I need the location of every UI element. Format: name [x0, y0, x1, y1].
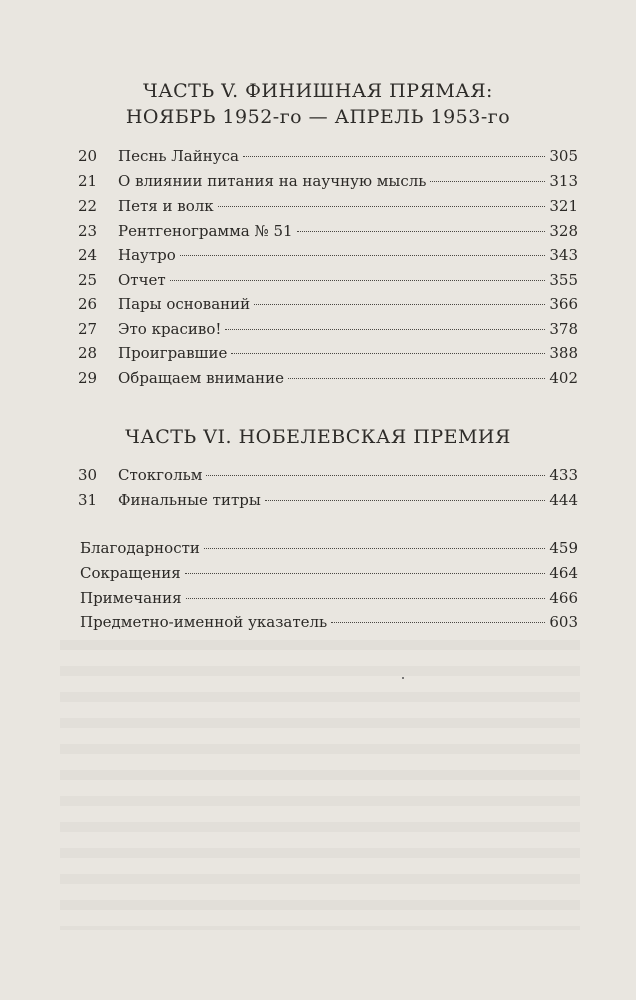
chapter-number: 25 — [78, 271, 98, 289]
chapter-number: 23 — [78, 222, 98, 240]
chapter-title: Отчет — [118, 271, 166, 289]
page-number: 328 — [549, 222, 578, 240]
chapter-title: Наутро — [118, 246, 176, 264]
toc-entry[interactable] — [78, 466, 578, 490]
page-number: 459 — [549, 539, 578, 557]
page-number: 313 — [549, 172, 578, 190]
part-5-title-line-1: ЧАСТЬ V. ФИНИШНАЯ ПРЯМАЯ: — [143, 80, 493, 102]
page-number: 378 — [549, 320, 578, 338]
toc-entry[interactable] — [78, 613, 578, 637]
chapter-title: Пары оснований — [118, 295, 251, 313]
page-number: 366 — [549, 295, 578, 313]
chapter-number: 26 — [78, 295, 98, 313]
page-number: 355 — [549, 271, 578, 289]
toc-entry[interactable] — [78, 147, 578, 171]
chapter-number: 22 — [78, 197, 98, 215]
toc-entry[interactable] — [78, 172, 578, 196]
chapter-number: 24 — [78, 246, 98, 264]
dot-leader — [225, 329, 545, 330]
back-matter-title: Сокращения — [80, 564, 181, 582]
dot-leader — [186, 598, 546, 599]
chapter-number: 31 — [78, 491, 98, 509]
chapter-number: 29 — [78, 369, 98, 387]
dot-leader — [180, 255, 546, 256]
page-number: 464 — [549, 564, 578, 582]
toc-entry[interactable] — [78, 369, 578, 393]
chapter-number: 27 — [78, 320, 98, 338]
page-number: 603 — [549, 613, 578, 631]
chapter-title: О влиянии питания на научную мысль — [118, 172, 427, 190]
dot-leader — [297, 231, 546, 232]
toc-entry[interactable] — [78, 491, 578, 515]
chapter-title: Стокгольм — [118, 466, 203, 484]
chapter-title: Петя и волк — [118, 197, 214, 215]
back-matter-title: Благодарности — [80, 539, 200, 557]
page-number: 388 — [549, 344, 578, 362]
ink-speck — [402, 677, 404, 679]
chapter-number: 21 — [78, 172, 98, 190]
page-number: 433 — [549, 466, 578, 484]
dot-leader — [254, 304, 545, 305]
toc-entry[interactable] — [78, 222, 578, 246]
chapter-title: Финальные титры — [118, 491, 261, 509]
toc-entry[interactable] — [78, 295, 578, 319]
page-number: 343 — [549, 246, 578, 264]
chapter-title: Это красиво! — [118, 320, 222, 338]
dot-leader — [231, 353, 545, 354]
dot-leader — [430, 181, 545, 182]
back-matter-title: Примечания — [80, 589, 182, 607]
dot-leader — [243, 156, 545, 157]
part-6-title: ЧАСТЬ VI. НОБЕЛЕВСКАЯ ПРЕМИЯ — [125, 426, 511, 448]
toc-entry[interactable] — [78, 271, 578, 295]
dot-leader — [185, 573, 546, 574]
chapter-title: Обращаем внимание — [118, 369, 284, 387]
page-number: 321 — [549, 197, 578, 215]
toc-entry[interactable] — [78, 539, 578, 563]
page-number: 305 — [549, 147, 578, 165]
toc-entry[interactable] — [78, 589, 578, 613]
chapter-title: Рентгенограмма № 51 — [118, 222, 293, 240]
toc-entry[interactable] — [78, 197, 578, 221]
page-number: 444 — [549, 491, 578, 509]
dot-leader — [218, 206, 546, 207]
dot-leader — [204, 548, 545, 549]
chapter-title: Песнь Лайнуса — [118, 147, 239, 165]
chapter-number: 20 — [78, 147, 98, 165]
dot-leader — [170, 280, 546, 281]
page-number: 466 — [549, 589, 578, 607]
chapter-number: 30 — [78, 466, 98, 484]
dot-leader — [206, 475, 545, 476]
chapter-number: 28 — [78, 344, 98, 362]
toc-entry[interactable] — [78, 564, 578, 588]
dot-leader — [288, 378, 545, 379]
part-5-title-line-2: НОЯБРЬ 1952-го — АПРЕЛЬ 1953-го — [125, 106, 511, 128]
bleed-through-shadow — [60, 640, 580, 930]
toc-entry[interactable] — [78, 320, 578, 344]
toc-entry[interactable] — [78, 246, 578, 270]
dot-leader — [265, 500, 546, 501]
chapter-title: Проигравшие — [118, 344, 228, 362]
page-number: 402 — [549, 369, 578, 387]
toc-entry[interactable] — [78, 344, 578, 368]
dot-leader — [331, 622, 545, 623]
back-matter-title: Предметно-именной указатель — [80, 613, 328, 631]
